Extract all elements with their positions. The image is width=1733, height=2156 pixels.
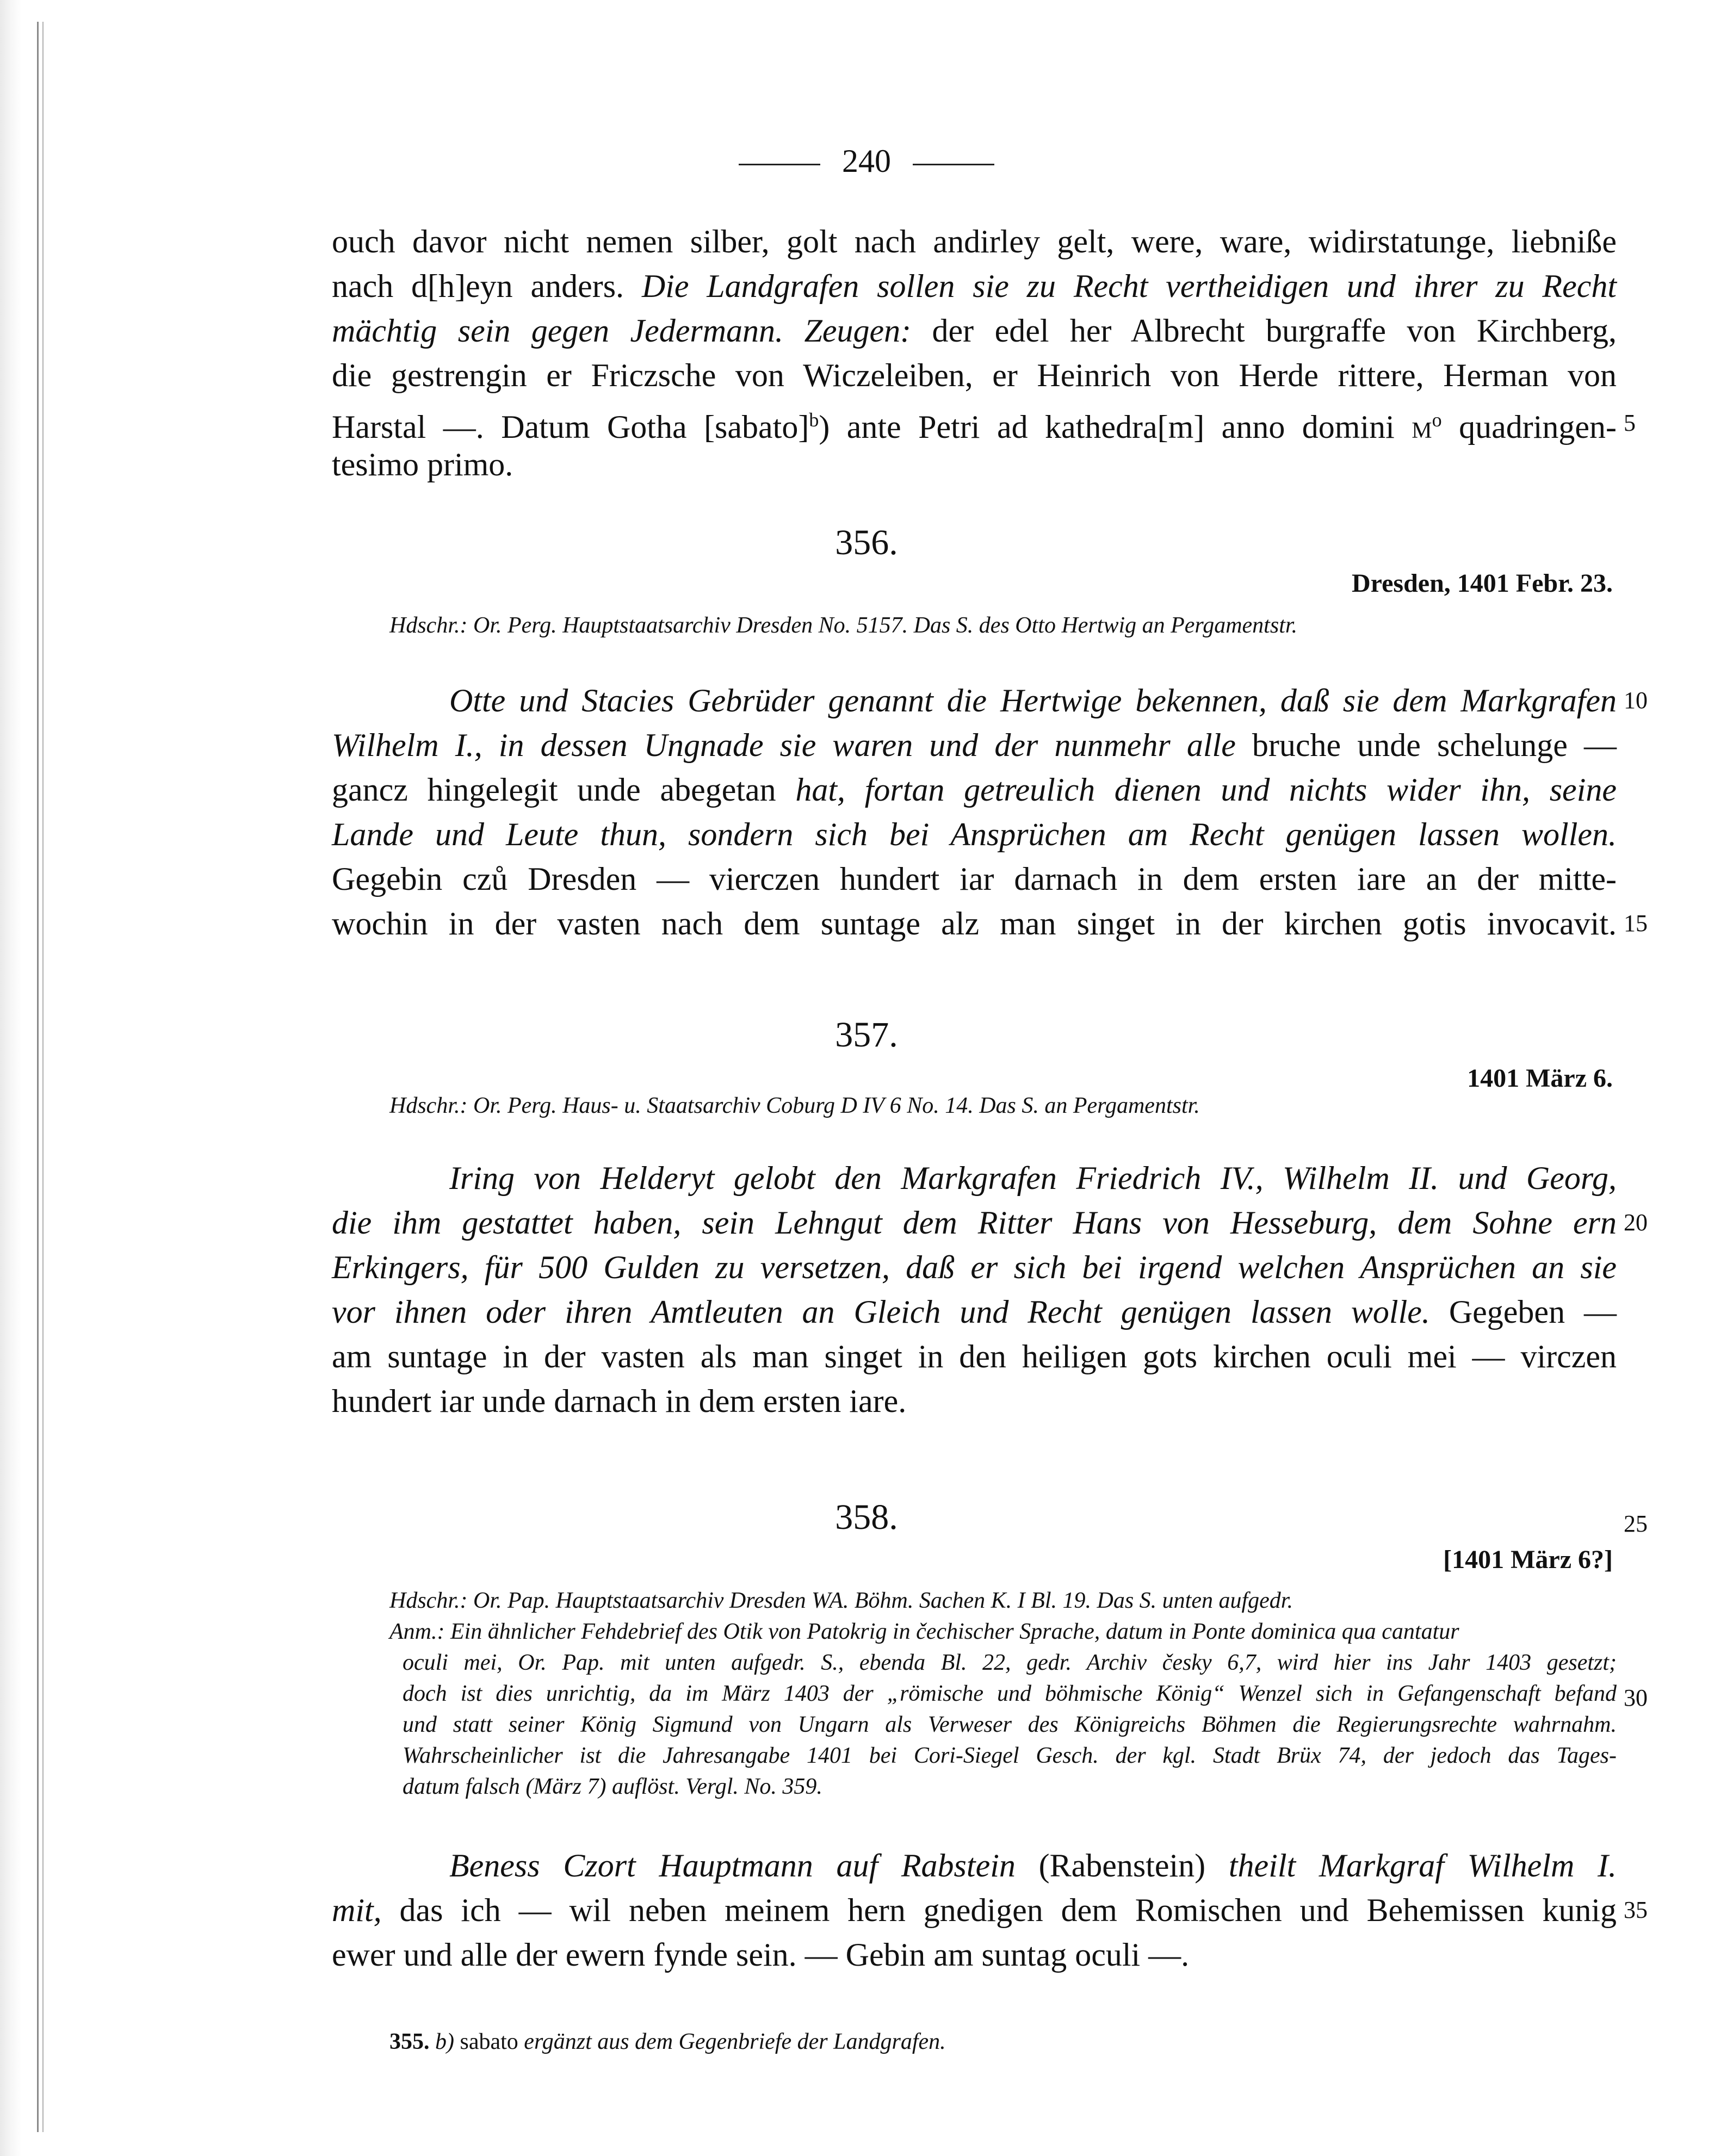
footnote-text: ergänzt aus dem Gegenbriefe der Landgrafen. — [524, 2029, 946, 2054]
text-line — [332, 309, 1617, 352]
italic-segment: Lande und Leute thun, sondern sich bei Ansprüchen am Recht genügen lassen wollen. — [332, 816, 1617, 852]
italic-segment: die ihm gestattet haben, sein Lehngut dem Ritter Hans von Hesseburg, dem Sohne ern — [332, 1205, 1617, 1241]
text-segment: ouch davor nicht nemen silber, golt nach andirley gelt, were, ware, widirstatunge, liebniße — [332, 224, 1617, 259]
text-segment: datum in Ponte dominica qua cantatur — [1100, 1619, 1459, 1644]
text-segment: ewer und alle der ewern fynde sein. — Gebin am suntag oculi —. — [332, 1937, 1190, 1973]
text-segment: oculi mei, — [403, 1650, 518, 1675]
italic-segment: doch ist dies unrichtig, da im März 1403 der „römische und böhmische König“ Wenzel sich in Gefangenschaft befand — [403, 1681, 1617, 1706]
entry-date: 1401 März 6. — [1467, 1064, 1613, 1093]
manuscript-note — [389, 610, 1617, 641]
text-line — [332, 813, 1617, 856]
manuscript-note — [389, 1585, 1617, 1616]
entry-number: 356. — [835, 523, 898, 562]
superscript: b — [809, 409, 819, 431]
footnote — [389, 2029, 946, 2055]
italic-segment: vor ihnen oder ihren Amtleuten an Gleich und Recht genügen lassen wolle. — [332, 1294, 1430, 1330]
entry-number: 358. — [835, 1497, 898, 1537]
italic-segment: Wilhelm I., in dessen Ungnade sie waren und der nunmehr alle — [332, 727, 1236, 763]
text-segment: tesimo primo. — [332, 447, 513, 482]
italic-segment: datum falsch (März 7) auflöst. Vergl. No. 359. — [403, 1774, 822, 1799]
italic-segment: und statt seiner König Sigmund von Ungarn als Verweser des Königreichs Böhmen die Regierungsrechte wahrnahm. — [403, 1712, 1617, 1737]
margin-line-number: 35 — [1624, 1897, 1648, 1923]
header-rule-right — [913, 164, 994, 165]
text-segment: Gegebin czů Dresden — vierczen hundert iar darnach in dem ersten iare an der mitte- — [332, 861, 1617, 897]
italic-segment: theilt Markgraf Wilhelm I. — [1228, 1848, 1617, 1884]
italic-segment: Erkingers, für 500 Gulden zu versetzen, daß er sich bei irgend welchen Ansprüchen an sie — [332, 1249, 1617, 1285]
italic-segment: mit, — [332, 1892, 382, 1928]
header-rule-left — [739, 164, 820, 165]
text-segment: hundert iar unde darnach in dem ersten iare. — [332, 1383, 907, 1419]
text-line — [449, 679, 1617, 722]
text-segment: Gegeben — — [1429, 1294, 1617, 1330]
manuscript-note — [389, 1091, 1617, 1121]
margin-line-number: 20 — [1624, 1209, 1648, 1236]
margin-line-number: 15 — [1624, 910, 1648, 937]
text-segment: das ich — wil neben meinem hern gnedigen dem Romischen und Behemissen kunig — [381, 1892, 1617, 1928]
text-line — [332, 1933, 1617, 1977]
annotation-line — [389, 1616, 1617, 1647]
annotation-line — [403, 1740, 1617, 1771]
text-segment: ) ante Petri ad kathedra[m] anno domini — [819, 409, 1412, 445]
scan-artifact-line — [37, 22, 39, 2132]
margin-line-number: 10 — [1624, 687, 1648, 714]
italic-segment: mächtig sein gegen Jedermann. Zeugen: — [332, 313, 912, 349]
page-number: 240 — [842, 143, 891, 179]
italic-segment: Hdschr.: Or. Perg. Haus- u. Staatsarchiv Coburg D IV 6 No. 14. Das S. an Pergamentstr. — [389, 1093, 1200, 1118]
text-line — [449, 1156, 1617, 1200]
text-segment: nach d[h]eyn anders. — [332, 268, 642, 304]
margin-line-number: 25 — [1624, 1510, 1648, 1537]
text-segment: der edel her Albrecht burgraffe von Kirchberg, — [911, 313, 1617, 349]
scan-edge — [0, 0, 22, 2156]
text-segment: quadringen- — [1441, 409, 1617, 445]
annotation-line — [403, 1709, 1617, 1740]
italic-segment: Otte und Stacies Gebrüder genannt die Hertwige bekennen, daß sie dem Markgrafen — [449, 683, 1617, 718]
text-line — [332, 1888, 1617, 1932]
text-line — [332, 354, 1617, 397]
footnote-ref: 355. — [389, 2029, 430, 2054]
text-segment: gancz hingelegit unde abegetan — [332, 772, 796, 808]
margin-line-number: 5 — [1624, 410, 1636, 436]
text-line — [332, 1201, 1617, 1244]
text-segment: Harstal —. Datum Gotha [sabato] — [332, 409, 809, 445]
text-line — [332, 723, 1617, 767]
text-line — [449, 1844, 1617, 1887]
text-line — [332, 1379, 1617, 1423]
italic-segment: Hdschr.: Or. Perg. Hauptstaatsarchiv Dresden No. 5157. Das S. des Otto Hertwig an Pergamentstr. — [389, 613, 1298, 638]
italic-segment: Beness Czort Hauptmann auf Rabstein — [449, 1848, 1016, 1884]
small-caps-segment: m — [1412, 409, 1432, 445]
italic-segment: Die Landgrafen sollen sie zu Recht vertheidigen und ihrer zu Recht — [641, 268, 1617, 304]
text-segment: bruche unde schelunge — — [1235, 727, 1617, 763]
text-line — [332, 902, 1617, 945]
italic-segment: Wahrscheinlicher ist die Jahresangabe 1401 bei Cori-Siegel Gesch. der kgl. Stadt Brüx 74, der jedoch das Tages- — [403, 1743, 1617, 1768]
superscript: o — [1432, 409, 1442, 431]
italic-segment: Hdschr.: Or. Pap. Hauptstaatsarchiv Dresden WA. Böhm. Sachen K. I Bl. 19. Das S. unten aufgedr. — [389, 1588, 1293, 1613]
footnote-word: sabato — [460, 2029, 518, 2054]
text-segment: (Rabenstein) — [1015, 1848, 1229, 1884]
text-segment: am suntage in der vasten als man singet in den heiligen gots kirchen oculi mei — virczen — [332, 1339, 1617, 1374]
text-line — [332, 443, 1617, 486]
scan-artifact-line — [42, 22, 44, 2132]
text-line — [332, 264, 1617, 308]
annotation-line — [403, 1771, 1611, 1802]
text-line — [332, 1290, 1617, 1334]
text-line — [332, 857, 1617, 901]
italic-segment: Or. Pap. mit unten aufgedr. S., ebenda Bl. 22, gedr. Archiv česky 6,7, wird hier ins Jahr 1403 gesetzt; — [518, 1650, 1617, 1675]
margin-line-number: 30 — [1624, 1684, 1648, 1711]
text-line — [332, 768, 1617, 811]
annotation-line — [403, 1678, 1617, 1709]
italic-segment: Anm.: Ein ähnlicher Fehdebrief des Otik von Patokrig in čechischer Sprache, — [389, 1619, 1100, 1644]
text-line — [332, 220, 1617, 263]
text-segment: wochin in der vasten nach dem suntage alz man singet in der kirchen gotis invocavit. — [332, 906, 1617, 941]
text-segment: die gestrengin er Friczsche von Wiczeleiben, er Heinrich von Herde rittere, Herman von — [332, 357, 1617, 393]
footnote-label: b) — [435, 2029, 454, 2054]
italic-segment: hat, fortan getreulich dienen und nichts wider ihn, seine — [795, 772, 1617, 808]
text-line — [332, 1246, 1617, 1289]
entry-date: [1401 März 6?] — [1443, 1545, 1613, 1574]
annotation-line — [403, 1647, 1617, 1678]
text-line — [332, 398, 1617, 449]
text-line — [332, 1335, 1617, 1378]
entry-number: 357. — [835, 1015, 898, 1055]
entry-date: Dresden, 1401 Febr. 23. — [1352, 569, 1613, 598]
italic-segment: Iring von Helderyt gelobt den Markgrafen Friedrich IV., Wilhelm II. und Georg, — [449, 1160, 1617, 1196]
page-header — [0, 143, 1733, 180]
